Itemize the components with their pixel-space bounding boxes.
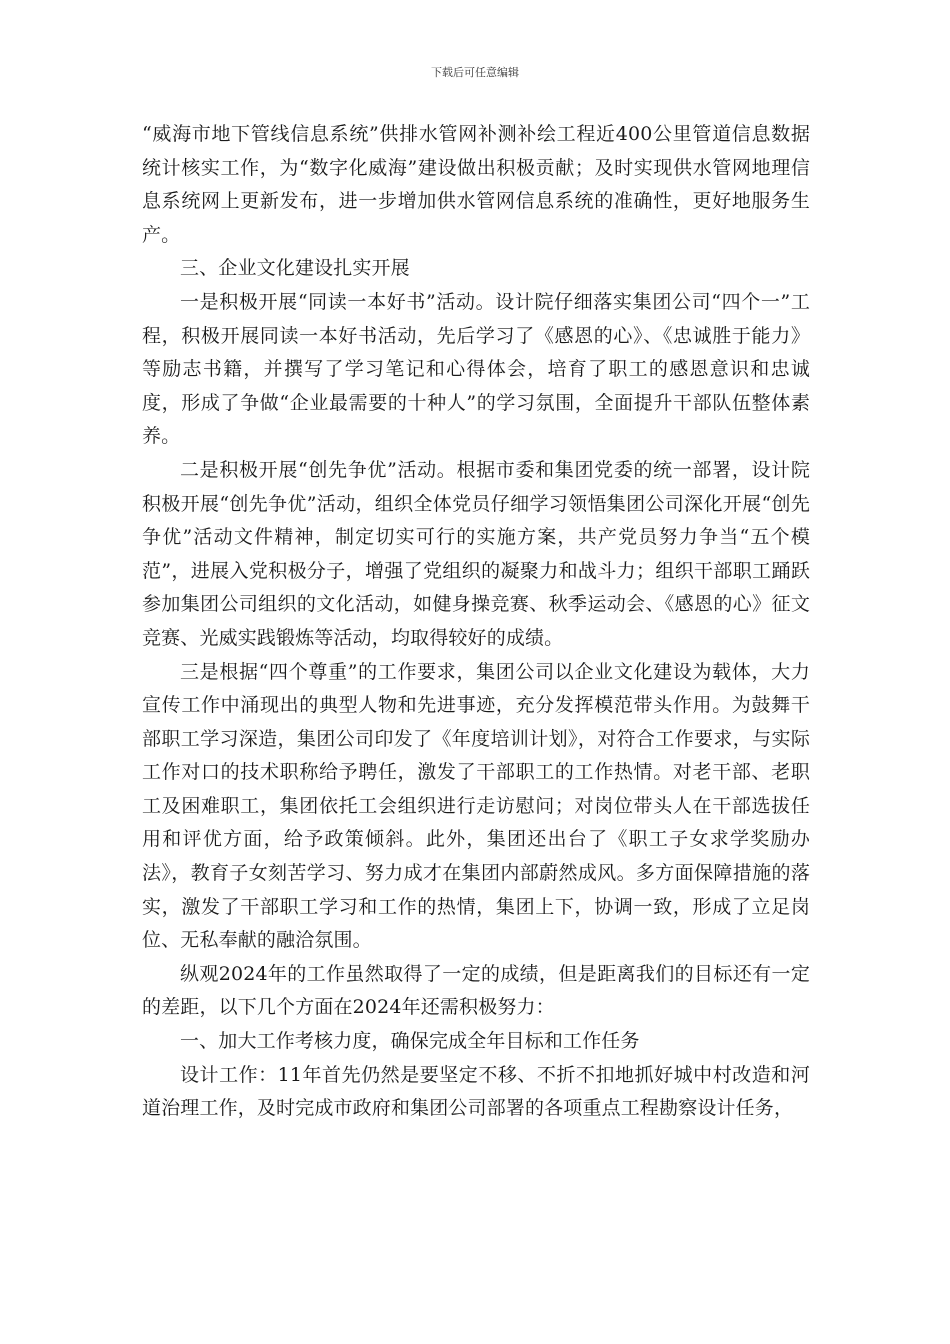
section-heading: 一、加大工作考核力度，确保完成全年目标和工作任务	[180, 1030, 640, 1053]
paragraph: “威海市地下管线信息系统”供排水管网补测补绘工程近400公里管道信息数据统计核实工作，为“数字化威海”建设做出积极贡献；及时实现供水管网地理信息系统网上更新发布，进一步增加供水管网信息系统的准确性，更好地服务生产。	[142, 123, 810, 246]
page-header: 下载后可任意编辑	[431, 66, 519, 79]
paragraph: 三是根据“四个尊重”的工作要求，集团公司以企业文化建设为载体，大力宣传工作中涌现出的典型人物和先进事迹，充分发挥模范带头作用。为鼓舞干部职工学习深造，集团公司印发了《年度培训计划》，对符合工作要求，与实际工作对口的技术职称给予聘任，激发了干部职工的工作热情。对老干部、老职工及困难职工，集团依托工会组织进行走访慰问；对岗位带头人在干部选拔任用和评优方面，给予政策倾斜。此外，集团还出台了《职工子女求学奖励办法》，教育子女刻苦学习、努力成才在集团内部蔚然成风。多方面保障措施的落实，激发了干部职工学习和工作的热情，集团上下，协调一致，形成了立足岗位、无私奉献的融洽氛围。	[142, 660, 810, 952]
paragraph: 一是积极开展“同读一本好书”活动。设计院仔细落实集团公司“四个一”工程，积极开展同读一本好书活动，先后学习了《感恩的心》、《忠诚胜于能力》等励志书籍，并撰写了学习笔记和心得体会，培育了职工的感恩意识和忠诚度，形成了争做“企业最需要的十种人”的学习氛围，全面提升干部队伍整体素养。	[142, 290, 810, 448]
section-heading: 三、企业文化建设扎实开展	[180, 257, 410, 280]
document-body	[142, 118, 810, 1126]
paragraph: 二是积极开展“创先争优”活动。根据市委和集团党委的统一部署，设计院积极开展“创先争优”活动，组织全体党员仔细学习领悟集团公司深化开展“创先争优”活动文件精神，制定切实可行的实施方案，共产党员努力争当“五个模范”，进展入党积极分子，增强了党组织的凝聚力和战斗力；组织干部职工踊跃参加集团公司组织的文化活动，如健身操竞赛、秋季运动会、《感恩的心》征文竞赛、光威实践锻炼等活动，均取得较好的成绩。	[142, 458, 810, 649]
paragraph: 纵观2024年的工作虽然取得了一定的成绩，但是距离我们的目标还有一定的差距，以下几个方面在2024年还需积极努力：	[142, 962, 810, 1019]
paragraph: 设计工作：11年首先仍然是要坚定不移、不折不扣地抓好城中村改造和河道治理工作，及时完成市政府和集团公司部署的各项重点工程勘察设计任务，	[142, 1063, 810, 1120]
